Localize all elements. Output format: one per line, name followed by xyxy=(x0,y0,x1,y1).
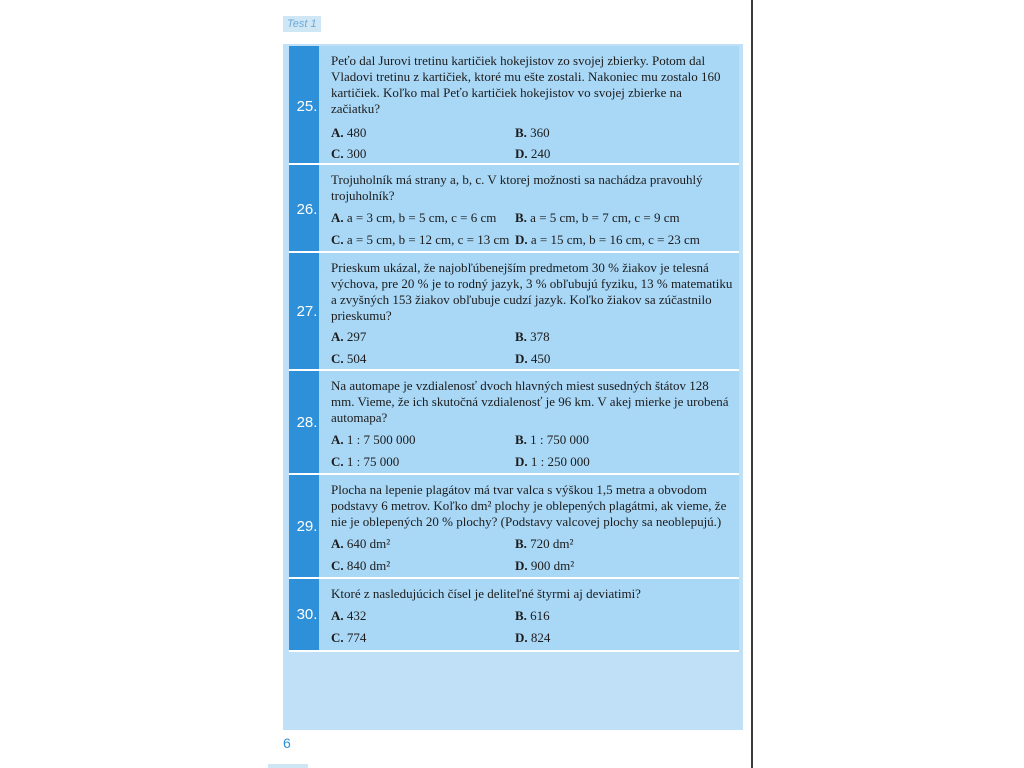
option-value: 240 xyxy=(530,146,551,161)
question-text: Peťo dal Jurovi tretinu kartičiek hokejistov zo svojej zbierky. Potom dal Vladovi tretinu z kartičiek, ktoré mu ešte zostali. Nakoniec mu zostalo 160 kartičiek. Koľko mal Peťo kartičiek hokejistov vo svojej zbierke na začiatku? xyxy=(331,53,721,116)
option-value: a = 15 cm, b = 16 cm, c = 23 cm xyxy=(530,232,700,247)
option-letter: B. xyxy=(515,329,527,344)
option-letter: D. xyxy=(515,630,528,645)
question-panel xyxy=(283,44,743,730)
option-letter: C. xyxy=(331,146,344,161)
option-b xyxy=(515,125,550,141)
option-letter: B. xyxy=(515,210,527,225)
option-value: 480 xyxy=(346,125,367,140)
question-text: Plocha na lepenie plagátov má tvar valca s výškou 1,5 metra a obvodom podstavy 6 metrov. Koľko dm² plochy je oblepených plagátmi, ak vieme, že nie je oblepených 20 % plochy? (Podstavy valcovej plochy sa neoblepujú.) xyxy=(331,482,727,529)
option-value: 450 xyxy=(530,351,551,366)
option-value: 504 xyxy=(346,351,367,366)
question-30 xyxy=(289,579,739,652)
question-27 xyxy=(289,253,739,371)
option-value: 900 dm² xyxy=(530,558,575,573)
question-number: 27. xyxy=(296,303,318,320)
option-value: 1 : 7 500 000 xyxy=(346,432,416,447)
option-d xyxy=(515,558,574,574)
option-d xyxy=(515,146,550,162)
option-a xyxy=(331,432,416,448)
option-letter: D. xyxy=(515,558,528,573)
option-letter: A. xyxy=(331,536,344,551)
option-c xyxy=(331,351,366,367)
question-text: Ktoré z nasledujúcich čísel je deliteľné štyrmi aj deviatimi? xyxy=(331,586,641,601)
option-c xyxy=(331,146,366,162)
question-number: 30. xyxy=(296,606,318,623)
option-letter: B. xyxy=(515,536,527,551)
question-text: Prieskum ukázal, že najobľúbenejším predmetom 30 % žiakov je telesná výchova, pre 20 % je to rodný jazyk, 3 % obľubujú fyziku, 13 % matematiku a zvyšných 153 žiakov obľubuje cudzí jazyk. Koľko žiakov sa zúčastnilo prieskumu? xyxy=(331,260,733,323)
option-letter: A. xyxy=(331,329,344,344)
option-d xyxy=(515,454,590,470)
option-value: a = 3 cm, b = 5 cm, c = 6 cm xyxy=(346,210,497,225)
option-letter: A. xyxy=(331,432,344,447)
option-a xyxy=(331,608,366,624)
option-value: 1 : 750 000 xyxy=(530,432,590,447)
option-letter: C. xyxy=(331,232,344,247)
option-value: 1 : 75 000 xyxy=(346,454,400,469)
option-b xyxy=(515,536,573,552)
question-29 xyxy=(289,475,739,579)
option-b xyxy=(515,329,550,345)
option-letter: B. xyxy=(515,432,527,447)
option-c xyxy=(331,232,509,248)
question-text: Na automape je vzdialenosť dvoch hlavných miest susedných štátov 128 mm. Vieme, že ich skutočná vzdialenosť je 96 km. V akej mierke je urobená automapa? xyxy=(331,378,729,425)
option-letter: A. xyxy=(331,210,344,225)
option-c xyxy=(331,558,390,574)
option-value: 720 dm² xyxy=(530,536,574,551)
option-a xyxy=(331,329,366,345)
option-value: 300 xyxy=(346,146,367,161)
empty-answer-area xyxy=(289,656,739,724)
option-a xyxy=(331,210,496,226)
option-letter: D. xyxy=(515,146,528,161)
option-value: 360 xyxy=(530,125,550,140)
bottom-rule xyxy=(268,764,308,768)
question-number: 26. xyxy=(296,201,318,218)
option-value: 774 xyxy=(346,630,367,645)
page-edge-line xyxy=(751,0,753,768)
option-letter: A. xyxy=(331,125,344,140)
question-25 xyxy=(289,46,739,165)
option-a xyxy=(331,536,390,552)
option-letter: A. xyxy=(331,608,344,623)
option-b xyxy=(515,210,680,226)
option-b xyxy=(515,608,550,624)
question-28 xyxy=(289,371,739,475)
option-a xyxy=(331,125,366,141)
option-letter: B. xyxy=(515,608,527,623)
question-number: 25. xyxy=(296,98,318,115)
question-text: Trojuholník má strany a, b, c. V ktorej možnosti sa nachádza pravouhlý trojuholník? xyxy=(331,172,703,203)
option-c xyxy=(331,454,399,470)
option-value: 824 xyxy=(530,630,551,645)
option-letter: C. xyxy=(331,630,344,645)
test-label: Test 1 xyxy=(283,16,321,32)
option-d xyxy=(515,630,550,646)
option-letter: C. xyxy=(331,558,344,573)
question-26 xyxy=(289,165,739,253)
option-letter: D. xyxy=(515,232,528,247)
option-value: 640 dm² xyxy=(346,536,391,551)
option-value: 297 xyxy=(346,329,367,344)
option-letter: D. xyxy=(515,351,528,366)
option-letter: C. xyxy=(331,351,344,366)
option-b xyxy=(515,432,589,448)
option-letter: C. xyxy=(331,454,344,469)
option-value: 432 xyxy=(346,608,367,623)
option-c xyxy=(331,630,366,646)
option-value: a = 5 cm, b = 7 cm, c = 9 cm xyxy=(530,210,680,225)
question-number: 28. xyxy=(296,414,318,431)
page-number: 6 xyxy=(283,735,291,751)
option-value: 840 dm² xyxy=(346,558,391,573)
option-letter: B. xyxy=(515,125,527,140)
option-value: 616 xyxy=(530,608,550,623)
option-value: a = 5 cm, b = 12 cm, c = 13 cm xyxy=(346,232,510,247)
question-number: 29. xyxy=(296,518,318,535)
option-letter: D. xyxy=(515,454,528,469)
option-d xyxy=(515,232,700,248)
option-d xyxy=(515,351,550,367)
option-value: 378 xyxy=(530,329,550,344)
option-value: 1 : 250 000 xyxy=(530,454,590,469)
